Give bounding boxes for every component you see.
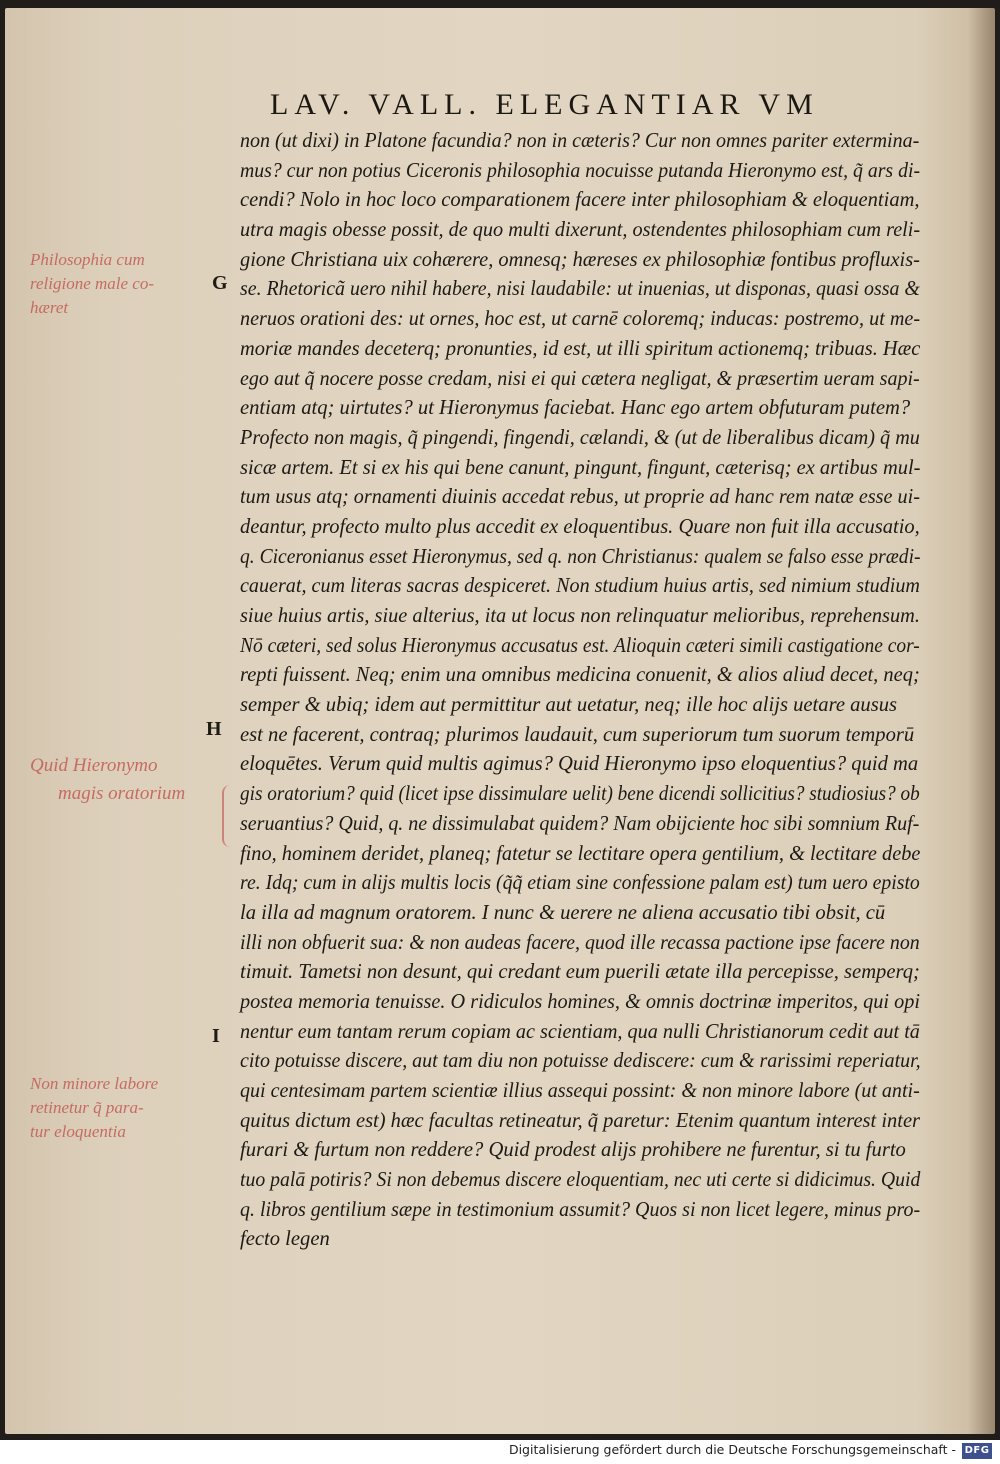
text-line: eloquētes. Verum quid multis agimus? Quid Hieronymo ipso eloquentius? quid ma <box>240 753 919 776</box>
text-line: seruantius? Quid, q. ne dissimulabat quidem? Nam obijciente hoc sibi somnium Ruf- <box>240 812 920 835</box>
text-line: q. libros gentilium sæpe in testimonium assumit? Quos si non licet legere, minus pro- <box>240 1198 921 1221</box>
margin-note-line: Non minore labore <box>30 1074 159 1093</box>
text-line: fino, hominem deridet, planeq; fatetur se lectitare opera gentilium, & lectitare debe <box>240 842 921 865</box>
margin-note-labore <box>30 1072 158 1144</box>
text-line: Nō cæteri, sed solus Hieronymus accusatus est. Alioquin cæteri simili castigatione cor- <box>240 634 920 657</box>
margin-note-line: retinetur q̃ para- <box>30 1098 144 1117</box>
text-line: ego aut q̃ nocere posse credam, nisi ei qui cætera negligat, & præsertim ueram sapi- <box>240 367 920 390</box>
text-line: mus? cur non potius Ciceronis philosophia nocuisse putanda Hieronymo est, q̃ ars di- <box>240 159 921 182</box>
text-line: cauerat, cum literas sacras despiceret. Non studium huius artis, sed nimium studium <box>240 575 920 598</box>
text-line: gis oratorium? quid (licet ipse dissimulare uelit) bene dicendi sollicitius? studiosius? ob <box>240 783 920 806</box>
text-line: re. Idq; cum in alijs multis locis (q̃q̃ etiam sine confessione palam est) tum uero episto <box>240 872 920 895</box>
margin-note-philosophia <box>30 248 154 320</box>
page-edge-shadow <box>968 8 995 1434</box>
text-line: siue huius artis, siue alterius, ita ut locus non relinquatur melioribus, reprehensum. <box>240 605 920 627</box>
text-line: gione Christiana uix cohærere, omnesq; hæreses ex philosophiæ fontibus profluxis- <box>240 248 920 271</box>
text-line: nentur eum tantam rerum copiam ac scientiam, qua nulli Christianorum cedit aut tā <box>240 1020 920 1043</box>
text-line: timuit. Tametsi non desunt, qui credant eum puerili ætate illa percepisse, semperq; <box>240 961 920 984</box>
section-marker-g: G <box>212 272 228 294</box>
text-line: entiam atq; uirtutes? ut Hieronymus faciebat. Hanc ego artem obfuturam putem? <box>240 397 911 420</box>
text-line: deantur, profecto multo plus accedit ex eloquentibus. Quare non fuit illa accusatio, <box>240 515 920 538</box>
text-line: quitus dictum est) hæc facultas retineatur, q̃ paretur: Etenim quantum interest inter <box>240 1109 921 1132</box>
text-line: repti fuissent. Neq; enim una omnibus medicina conuenit, & alios aliud decet, neq; <box>240 664 920 687</box>
margin-note-line: religione male co- <box>30 274 154 293</box>
text-line: q. Ciceronianus esset Hieronymus, sed q. non Christianus: qualem se falso esse prædi- <box>240 545 921 568</box>
margin-bracket <box>222 785 232 847</box>
text-line: sicæ artem. Et si ex his qui bene canunt, pingunt, fingunt, cæterisq; ex artibus mul- <box>240 456 921 479</box>
margin-note-line: hæret <box>30 298 69 317</box>
text-line: neruos orationi des: ut ornes, hoc est, ut carnē coloremq; inducas: postremo, ut me- <box>240 308 921 331</box>
margin-note-line: Philosophia cum <box>30 250 145 269</box>
section-marker-i: I <box>212 1025 220 1047</box>
text-line: Profecto non magis, q̃ pingendi, fingendi, cælandi, & (ut de liberalibus dicam) q̃ mu <box>240 426 920 449</box>
text-line: non (ut dixi) in Platone facundia? non in cæteris? Cur non omnes pariter extermina- <box>240 130 920 152</box>
footer-bar <box>0 1440 1000 1464</box>
text-line: la illa ad magnum oratorem. I nunc & uerere ne aliena accusatio tibi obsit, cū <box>240 901 886 924</box>
text-line: cendi? Nolo in hoc loco comparationem facere inter philosophiam & eloquentiam, <box>240 189 920 212</box>
text-line: illi non obfuerit sua: & non audeas facere, quod ille recassa pactione ipse facere non <box>240 931 920 954</box>
text-line: postea memoria tenuisse. O ridiculos homines, & omnis doctrinæ imperitos, qui opi <box>240 990 920 1013</box>
text-line: se. Rhetoricã uero nihil habere, nisi laudabile: ut inuenias, ut disponas, quasi ossa & <box>240 278 920 301</box>
section-marker-h: H <box>206 718 222 740</box>
text-line: qui centesimam partem scientiæ illius assequi possint: & non minore labore (ut anti- <box>240 1080 920 1102</box>
text-line: moriæ mandes deceterq; pronunties, id est, ut illi spiritum actionemq; tribuas. Hæc <box>240 337 921 360</box>
margin-note-line: magis oratorium <box>58 783 186 804</box>
text-line: tuo palā potiris? Si non debemus discere eloquentiam, nec uti certe si didicimus. Quid <box>240 1169 921 1192</box>
text-line: fecto legen <box>240 1228 330 1251</box>
running-head: LAV. VALL. ELEGANTIAR VM <box>270 88 819 121</box>
text-line: furari & furtum non reddere? Quid prodest alijs prohibere ne furentur, si tu furto <box>240 1139 906 1162</box>
text-line: utra magis obesse possit, de quo multi dixerunt, ostendentes philosophiam cum reli- <box>240 219 921 242</box>
dfg-logo: DFG <box>962 1443 992 1459</box>
text-line: semper & ubiq; idem aut permittitur aut uetatur, neq; ille hoc alijs uetare ausus <box>240 694 898 717</box>
text-line: tum usus atq; ornamenti diuinis accedat rebus, ut proprie ad hanc rem natæ esse ui- <box>240 486 920 509</box>
text-line: est ne facerent, contraq; plurimos laudauit, cum superiorum tum suorum temporū <box>240 723 915 746</box>
main-text-block <box>240 127 920 1255</box>
funding-credit: Digitalisierung gefördert durch die Deutsche Forschungsgemeinschaft - <box>508 1442 956 1457</box>
text-line: cito potuisse discere, aut tam diu non potuisse dediscere: cum & rarissimi reperiatur, <box>240 1050 921 1073</box>
margin-note-line: Quid Hieronymo <box>30 755 158 776</box>
margin-note-hieronymo <box>30 752 185 808</box>
margin-note-line: tur eloquentia <box>30 1122 126 1141</box>
